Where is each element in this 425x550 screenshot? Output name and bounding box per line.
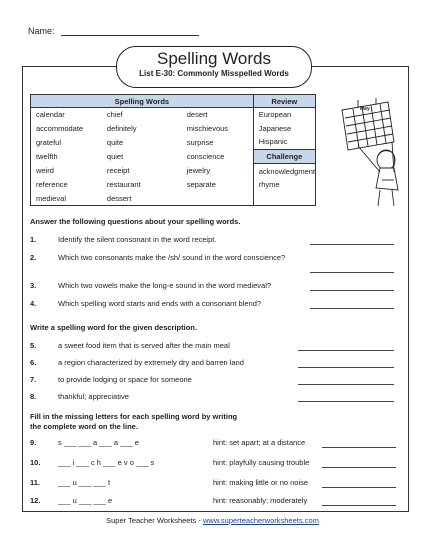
question-number: 12. <box>30 496 41 505</box>
question-number: 5. <box>30 341 37 350</box>
answer-line[interactable] <box>322 447 396 448</box>
review-cell: Hispanic <box>253 135 315 149</box>
question-text: Which two consonants make the /sh/ sound in the word conscience? <box>58 253 286 262</box>
answer-line[interactable] <box>322 487 396 488</box>
word-cell: surprise <box>186 137 214 147</box>
question-text: ___ i ___ c h ___ e v o ___ s <box>58 458 155 467</box>
answer-line[interactable] <box>310 244 394 245</box>
word-cell: restaurant <box>106 180 141 190</box>
answer-line[interactable] <box>298 384 394 385</box>
word-cell: separate <box>186 180 216 190</box>
hint-text: hint: set apart; at a distance <box>213 438 306 447</box>
name-line[interactable] <box>61 26 199 36</box>
question-text: Which spelling word starts and ends with a consonant blend? <box>58 299 262 308</box>
name-field <box>28 26 199 36</box>
footer-link[interactable]: www.superteacherworksheets.com <box>202 516 319 525</box>
answer-line[interactable] <box>298 401 394 402</box>
word-cell: conscience <box>186 152 225 162</box>
spelling-words-header: Spelling Words <box>31 95 254 108</box>
challenge-cell: rhyme <box>253 178 315 192</box>
question-number: 11. <box>30 478 41 487</box>
challenge-header: Challenge <box>253 149 315 164</box>
word-cell: definitely <box>106 123 137 133</box>
question-text: to provide lodging or space for someone <box>58 375 192 384</box>
answer-line[interactable] <box>322 505 396 506</box>
word-cell: mischievous <box>186 123 229 133</box>
hint-text: hint: making little or no noise <box>213 478 309 487</box>
word-cell: reference <box>36 180 68 190</box>
review-header: Review <box>253 95 315 108</box>
question-number: 2. <box>30 253 37 262</box>
answer-line[interactable] <box>310 272 394 273</box>
review-cell: European <box>253 108 315 122</box>
question-text: s ___ ___ a ___ a ___ e <box>58 438 139 447</box>
word-cell: jewelry <box>186 166 211 176</box>
question-text: a region characterized by extremely dry and barren land <box>58 358 244 367</box>
word-cell: chief <box>106 110 123 120</box>
word-cell: quite <box>106 137 124 147</box>
section-heading: Fill in the missing letters for each spelling word by writing the complete word on the line. <box>30 412 238 431</box>
name-label: Name: <box>28 26 55 36</box>
challenge-cell: acknowledgment <box>253 164 315 178</box>
question-text: thankful; appreciative <box>58 392 129 401</box>
word-cell: weird <box>36 166 54 176</box>
word-cell: calendar <box>36 110 65 120</box>
question-number: 1. <box>30 235 37 244</box>
word-cell: receipt <box>106 166 130 176</box>
calendar-girl-clipart <box>328 96 406 208</box>
question-number: 6. <box>30 358 37 367</box>
answer-line[interactable] <box>310 290 394 291</box>
answer-line[interactable] <box>322 467 396 468</box>
question-text: Which two vowels make the long-e sound in the word medieval? <box>58 281 272 290</box>
table-row <box>31 178 316 192</box>
footer <box>0 516 425 525</box>
title-box <box>116 46 312 88</box>
question-number: 3. <box>30 281 37 290</box>
table-row <box>31 108 316 122</box>
question-number: 9. <box>30 438 37 447</box>
table-row <box>31 135 316 149</box>
word-cell: twelfth <box>36 152 58 162</box>
answer-line[interactable] <box>298 350 394 351</box>
table-row <box>31 122 316 136</box>
page-title: Spelling Words <box>156 49 272 68</box>
question-text: ___ u ___ ___ t <box>58 478 111 487</box>
word-cell: dessert <box>106 193 132 203</box>
word-cell: accommodate <box>36 123 84 133</box>
footer-text: Super Teacher Worksheets - <box>106 516 203 525</box>
hint-text: hint: playfully causing trouble <box>213 458 310 467</box>
word-cell: quiet <box>106 152 124 162</box>
calendar-label: May <box>360 106 370 112</box>
table-row <box>31 164 316 178</box>
question-number: 7. <box>30 375 37 384</box>
answer-line[interactable] <box>310 308 394 309</box>
section-heading: Answer the following questions about your spelling words. <box>30 217 241 226</box>
section-heading: Write a spelling word for the given description. <box>30 323 197 332</box>
question-text: ___ u ___ ___ e <box>58 496 113 505</box>
table-row <box>31 192 316 206</box>
spelling-words-table <box>30 94 316 206</box>
review-cell: Japanese <box>253 122 315 136</box>
question-text: a sweet food item that is served after the main meal <box>58 341 230 350</box>
challenge-cell <box>253 192 315 206</box>
table-row <box>31 149 316 164</box>
word-cell: grateful <box>36 137 62 147</box>
word-cell: desert <box>186 110 208 120</box>
question-number: 10. <box>30 458 41 467</box>
word-cell: medieval <box>36 193 67 203</box>
word-cell <box>182 192 253 206</box>
hint-text: hint: reasonably; moderately <box>213 496 308 505</box>
page-subtitle: List E-30: Commonly Misspelled Words <box>139 69 289 78</box>
answer-line[interactable] <box>298 367 394 368</box>
question-text: Identify the silent consonant in the word receipt. <box>58 235 217 244</box>
question-number: 8. <box>30 392 37 401</box>
question-number: 4. <box>30 299 37 308</box>
